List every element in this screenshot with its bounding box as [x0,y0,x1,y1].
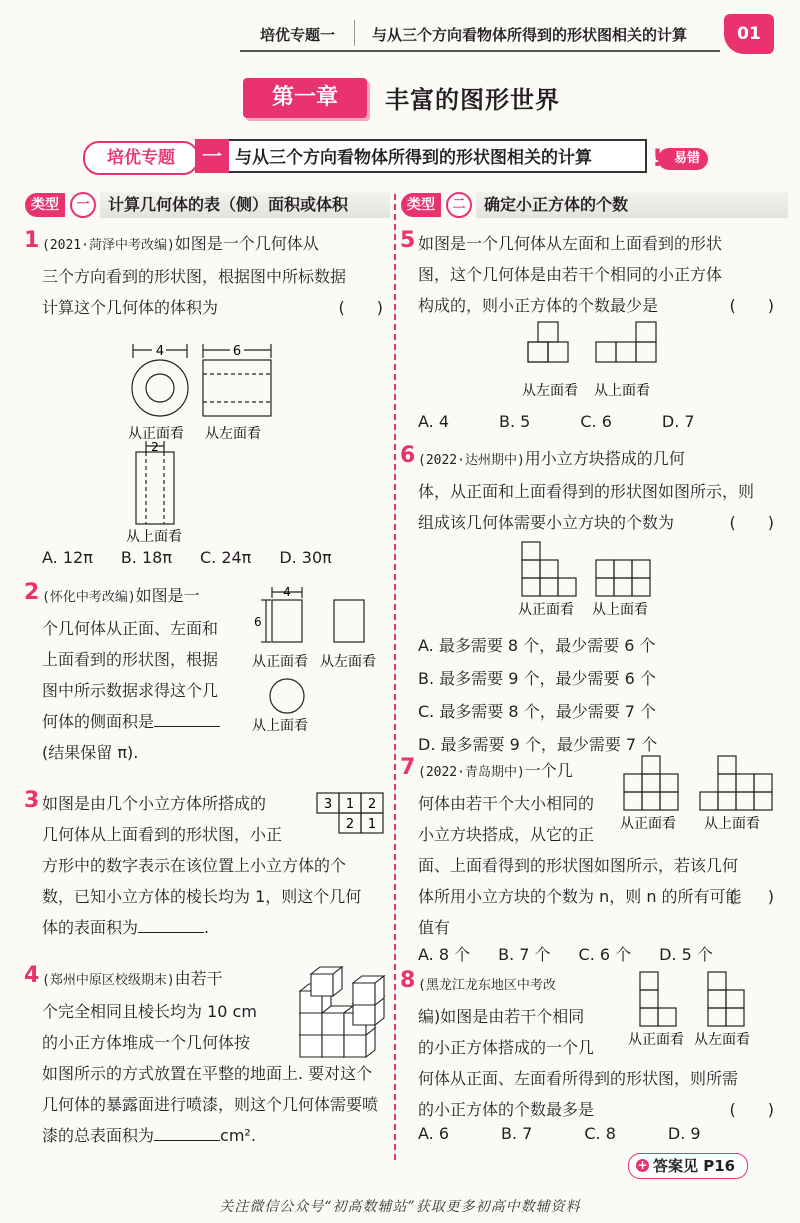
q2-blank[interactable] [154,726,220,727]
q1-dim-front: 4 [155,344,165,359]
q1-option-d: D. 30π [279,548,332,567]
q6-option-d: D. 最多需要 9 个，最少需要 7 个 [418,735,658,754]
q1-label-left: 从左面看 [205,426,261,442]
q1-option-a: A. 12π [42,548,93,567]
q7-source: (2022·青岛期中) [418,765,525,780]
q6-number: 6 [400,443,416,468]
chapter-label: 第一章 [243,78,367,118]
q4-source: (郑州中原区校级期末) [42,973,175,988]
q4-line2: 个完全相同且棱长均为 10 cm [42,1002,257,1021]
q3-grid [316,792,386,838]
q2-number: 2 [24,580,40,605]
q6-option-b: B. 最多需要 9 个，最少需要 6 个 [418,669,656,688]
q4-line3: 的小正方体堆成一个几何体按 [42,1033,251,1052]
q4-unit: cm². [220,1126,256,1145]
type1-title: 计算几何体的表（侧）面积或体积 [100,192,390,218]
cube-face [322,1013,344,1035]
header-separator [354,20,355,46]
q5-option-d: D. 7 [661,412,695,431]
q2-source: (怀化中考改编) [42,590,136,605]
q5-option-c: C. 6 [580,412,612,431]
type1-label: 类型 [25,193,65,217]
q8-line4: 的小正方体的个数最多是 [418,1100,595,1119]
q4-blank[interactable] [154,1140,220,1141]
q3-line1: 如图是由几个小立方体所搭成的 [42,794,267,813]
q6-figure [516,538,666,622]
q7-figure [618,752,788,834]
q7-option-d: D. 5 个 [659,945,713,964]
q2-text [42,580,257,768]
q8-option-b: B. 7 [501,1124,533,1143]
q4-line5: 几何体的暴露面进行喷漆，则这个几何体需要喷 [42,1095,379,1114]
q3-line3: 方形中的数字表示在该位置上小立方体的个 [42,856,347,875]
q1-top-figure [120,440,220,550]
q1-number: 1 [24,228,40,253]
q2-line2: 个几何体从正面、左面和 [42,619,219,638]
cube-face [322,1035,344,1057]
q3-line2: 几何体从上面看到的形状图，小正 [42,825,283,844]
q6-option-c: C. 最多需要 8 个，最少需要 7 个 [418,702,657,721]
q7-answer-paren: ( ) [729,887,774,906]
q8-label-front: 从正面看 [628,1032,684,1048]
q7-line6: 值有 [418,918,451,937]
q8-number: 8 [400,968,416,993]
plus-icon: + [637,1158,648,1172]
q8-source: (黑龙江龙东地区中考改 [418,978,556,993]
q7-option-b: B. 7 个 [498,945,551,964]
type2-number: 二 [446,192,472,218]
q6-line2: 体，从正面和上面看得到的形状图如图所示，则 [418,482,755,501]
header-subtitle: 与从三个方向看物体所得到的形状图相关的计算 [372,26,688,44]
q5-line3: 构成的，则小正方体的个数最少是 [418,296,659,315]
q2-line1: 如图是一 [135,586,200,605]
topic-title: 与从三个方向看物体所得到的形状图相关的计算 [229,139,647,173]
q6-answer-paren: ( ) [729,513,774,532]
q8-line2: 的小正方体搭成的一个几 [418,1038,595,1057]
footer-note: 关注微信公众号“初高数辅站”获取更多初高中数辅资料 [219,1199,581,1215]
q7-number: 7 [400,755,416,780]
q5-text [418,228,780,321]
q3-cell: 1 [345,797,355,812]
q1-dim-top: 2 [151,440,159,454]
header-rule [240,50,720,52]
q5-line2: 图，这个几何体是由若干个相同的小正方体 [418,265,723,284]
q1-source: (2021·菏泽中考改编) [42,238,175,253]
q6-label-front: 从正面看 [518,602,574,618]
q5-line1: 如图是一个几何体从左面和上面看到的形状 [418,234,723,253]
q8-option-d: D. 9 [667,1124,701,1143]
q7-line3: 小立方块搭成，从它的正 [418,825,595,844]
q8-figure [626,968,786,1050]
error-prone-tag: 易错 [658,148,708,170]
page-number: 01 [724,14,774,54]
q7-line2: 何体由若干个大小相同的 [418,794,595,813]
q6-options [418,629,657,761]
q6-text [418,443,780,538]
header-title: 培优专题一 [260,26,336,44]
topic-label: 培优专题 [83,141,199,175]
column-divider [394,194,396,1160]
q3-cell: 1 [367,817,377,832]
q2-line5: 何体的侧面积是 [42,712,155,731]
q4-line1: 由若干 [174,969,223,988]
q8-answer-paren: ( ) [729,1100,774,1119]
q6-source: (2022·达州期中) [418,453,525,468]
q7-line1: 一个几 [524,761,573,780]
q7-label-front: 从正面看 [620,816,676,832]
q2-label-front: 从正面看 [252,654,308,670]
cube-face [353,983,375,1005]
q3-line5: 体的表面积为 [42,918,139,937]
q8-line1: 编)如图是由若干个相同 [418,1007,585,1026]
cube-face [344,1035,366,1057]
q1-label-front: 从正面看 [128,426,184,442]
q3-blank[interactable] [138,932,204,933]
q3-cell: 2 [345,817,355,832]
q1-text [42,228,387,323]
q1-line1: 如图是一个几何体从 [174,234,319,253]
q3-text: 如图是由几个小立方体所搭成的 几何体从上面看到的形状图，小正 方形中的数字表示在该位置上小立方体的个 数，已知小立方体的棱长均为 1，则这个几何 体的表面积为 . [42,788,387,943]
cube-face [300,1035,322,1057]
q1-option-b: B. 18π [120,548,172,567]
q1-dim-left: 6 [232,344,242,359]
q3-cell: 2 [367,797,377,812]
q5-option-b: B. 5 [499,412,531,431]
q2-label-top: 从上面看 [252,718,308,734]
q1-options [42,548,382,567]
type2-label: 类型 [401,193,441,217]
cube-face [353,1003,375,1025]
q8-line3: 何体从正面、左面看所得到的形状图，则所需 [418,1069,739,1088]
q2-line3: 上面看到的形状图，根据 [42,650,219,669]
q6-label-top: 从上面看 [592,602,648,618]
q3-number: 3 [24,788,40,813]
q1-figure [120,338,280,448]
q1-option-c: C. 24π [199,548,252,567]
q4-cubes-figure [296,965,386,1061]
q5-answer-paren: ( ) [729,296,774,315]
cube-face [311,974,333,996]
q6-option-a: A. 最多需要 8 个，最少需要 6 个 [418,636,656,655]
topic-number: 一 [195,139,229,173]
q8-options [418,1124,780,1143]
q2-label-left: 从左面看 [320,654,376,670]
q4-line4: 如图所示的方式放置在平整的地面上. 要对这个 [42,1064,373,1083]
q1-label-top: 从上面看 [126,529,182,545]
q1-line3: 计算这个几何体的体积为 [42,298,219,317]
q4-line6: 漆的总表面积为 [42,1126,155,1145]
q3-line4: 数，已知小立方体的棱长均为 1，则这个几何 [42,887,362,906]
q8-option-c: C. 8 [584,1124,616,1143]
chapter-title: 丰富的图形世界 [385,86,560,114]
exclamation-icon: ! [652,144,663,172]
q2-line4: 图中所示数据求得这个几 [42,681,219,700]
q7-option-c: C. 6 个 [578,945,632,964]
q5-number: 5 [400,228,416,253]
q7-option-a: A. 8 个 [418,945,471,964]
q6-line1: 用小立方块搭成的几何 [524,449,685,468]
q7-options [418,942,780,965]
q5-figure [518,322,668,402]
q2-dim-height: 6 [254,615,262,629]
q6-line3: 组成该几何体需要小立方块的个数为 [418,513,675,532]
q2-line6: (结果保留 π). [42,743,139,762]
type2-title: 确定小正方体的个数 [476,192,788,218]
q1-line2: 三个方向看到的形状图，根据图中所标数据 [42,267,347,286]
q7-line4: 面、上面看得到的形状图如图所示，若该几何 [418,856,739,875]
q8-option-a: A. 6 [418,1124,450,1143]
q7-line5: 体所用小立方块的个数为 n，则 n 的所有可能 [418,887,742,906]
answer-link[interactable]: 答案见 P16 [628,1153,748,1179]
type1-number: 一 [70,192,96,218]
cube-face [300,1013,322,1035]
q5-options [418,412,780,431]
q4-number: 4 [24,963,40,988]
q3-cell: 3 [323,797,333,812]
q8-label-left: 从左面看 [694,1032,750,1048]
q1-answer-paren: ( ) [338,298,383,317]
q5-option-a: A. 4 [418,412,450,431]
q5-label-left: 从左面看 [522,383,578,399]
q2-figure [250,584,390,734]
q7-label-top: 从上面看 [704,816,760,832]
q5-label-top: 从上面看 [594,383,650,399]
q2-dim-width: 4 [283,585,291,599]
